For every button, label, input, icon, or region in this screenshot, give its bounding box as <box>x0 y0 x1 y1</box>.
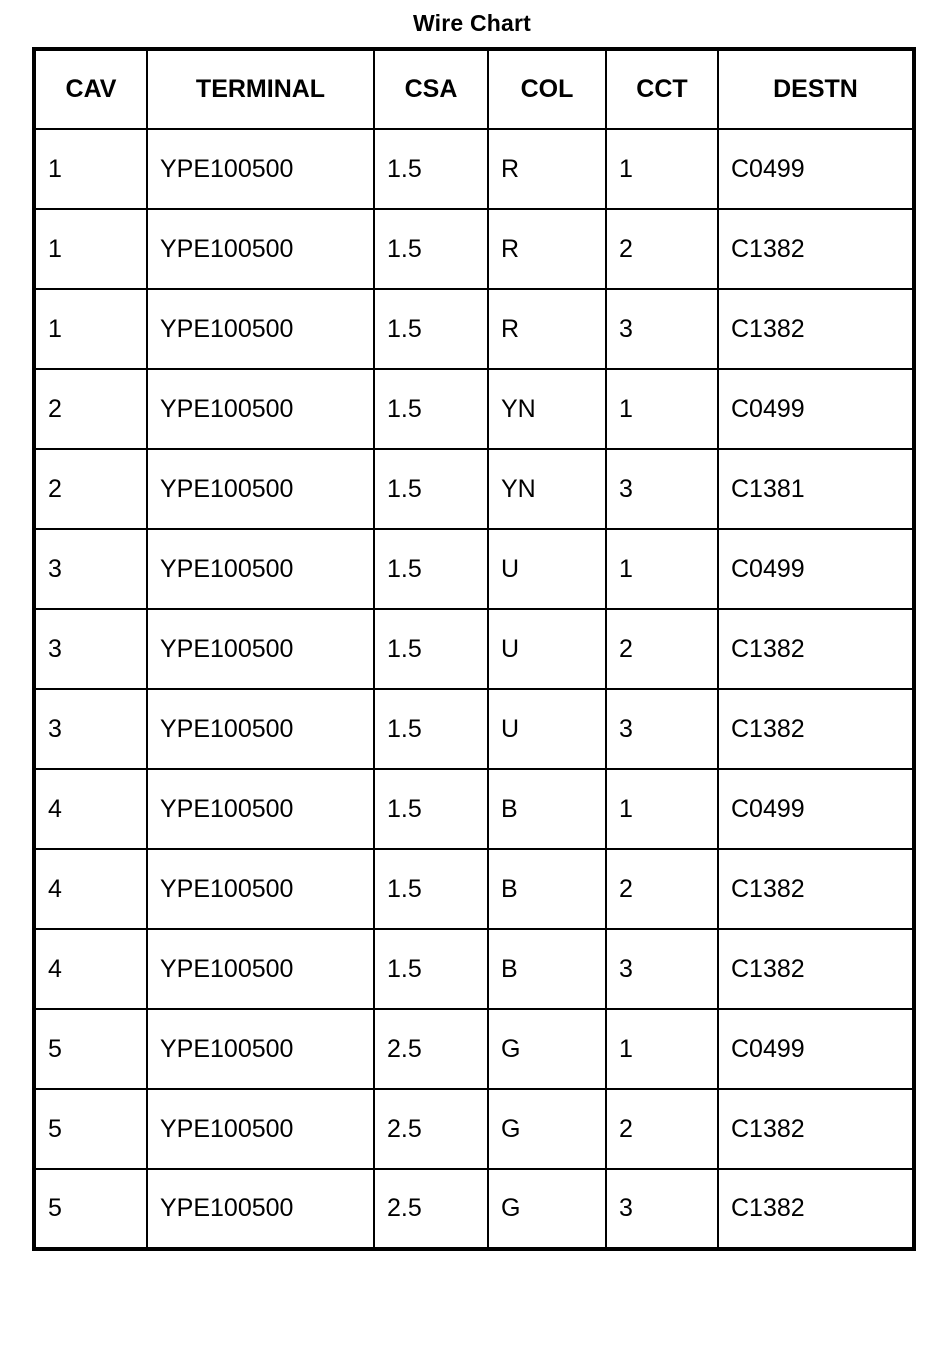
table-cell-cct: 1 <box>606 1009 718 1089</box>
table-row <box>34 929 914 1009</box>
table-cell-cav: 4 <box>34 929 147 1009</box>
table-cell-terminal: YPE100500 <box>147 369 374 449</box>
table-cell-destn: C1382 <box>718 209 914 289</box>
table-row <box>34 1169 914 1249</box>
table-cell-cct: 3 <box>606 1169 718 1249</box>
table-cell-col: B <box>488 929 606 1009</box>
column-header-csa: CSA <box>374 49 488 129</box>
table-cell-col: U <box>488 609 606 689</box>
table-cell-csa: 1.5 <box>374 369 488 449</box>
table-cell-col: G <box>488 1009 606 1089</box>
column-header-terminal: TERMINAL <box>147 49 374 129</box>
column-header-cav: CAV <box>34 49 147 129</box>
table-cell-col: R <box>488 289 606 369</box>
table-body <box>34 129 914 1249</box>
table-cell-csa: 1.5 <box>374 929 488 1009</box>
table-cell-cct: 2 <box>606 609 718 689</box>
table-cell-csa: 1.5 <box>374 849 488 929</box>
table-cell-cct: 1 <box>606 529 718 609</box>
table-cell-csa: 1.5 <box>374 769 488 849</box>
table-cell-cav: 5 <box>34 1089 147 1169</box>
table-cell-terminal: YPE100500 <box>147 849 374 929</box>
table-cell-cav: 1 <box>34 289 147 369</box>
table-cell-csa: 2.5 <box>374 1089 488 1169</box>
table-cell-terminal: YPE100500 <box>147 289 374 369</box>
table-cell-col: G <box>488 1169 606 1249</box>
table-cell-col: G <box>488 1089 606 1169</box>
table-cell-col: B <box>488 849 606 929</box>
table-cell-destn: C0499 <box>718 529 914 609</box>
table-row <box>34 129 914 209</box>
table-header-row <box>34 49 914 129</box>
table-cell-terminal: YPE100500 <box>147 1169 374 1249</box>
table-row <box>34 769 914 849</box>
table-cell-destn: C1382 <box>718 609 914 689</box>
table-cell-destn: C1382 <box>718 1169 914 1249</box>
table-cell-cct: 2 <box>606 209 718 289</box>
table-row <box>34 1089 914 1169</box>
table-cell-csa: 1.5 <box>374 609 488 689</box>
table-cell-terminal: YPE100500 <box>147 929 374 1009</box>
table-cell-cct: 3 <box>606 449 718 529</box>
column-header-destn: DESTN <box>718 49 914 129</box>
table-cell-cav: 4 <box>34 849 147 929</box>
table-header <box>34 49 914 129</box>
table-row <box>34 289 914 369</box>
table-cell-destn: C0499 <box>718 1009 914 1089</box>
table-cell-cct: 1 <box>606 129 718 209</box>
table-cell-cav: 5 <box>34 1009 147 1089</box>
table-cell-terminal: YPE100500 <box>147 769 374 849</box>
table-cell-col: R <box>488 129 606 209</box>
table-cell-csa: 1.5 <box>374 289 488 369</box>
table-cell-col: U <box>488 529 606 609</box>
wire-chart-table-container <box>0 47 944 1251</box>
table-cell-terminal: YPE100500 <box>147 609 374 689</box>
table-row <box>34 609 914 689</box>
table-cell-cct: 1 <box>606 769 718 849</box>
table-cell-destn: C1382 <box>718 929 914 1009</box>
table-cell-cav: 3 <box>34 689 147 769</box>
table-row <box>34 529 914 609</box>
table-cell-cct: 3 <box>606 289 718 369</box>
table-cell-terminal: YPE100500 <box>147 689 374 769</box>
table-cell-cct: 3 <box>606 929 718 1009</box>
table-cell-cav: 3 <box>34 529 147 609</box>
table-cell-destn: C1382 <box>718 689 914 769</box>
table-cell-cav: 1 <box>34 209 147 289</box>
table-row <box>34 689 914 769</box>
table-cell-csa: 1.5 <box>374 529 488 609</box>
table-cell-csa: 2.5 <box>374 1169 488 1249</box>
table-cell-cav: 4 <box>34 769 147 849</box>
table-row <box>34 1009 914 1089</box>
table-cell-terminal: YPE100500 <box>147 1009 374 1089</box>
table-cell-terminal: YPE100500 <box>147 529 374 609</box>
table-cell-csa: 1.5 <box>374 209 488 289</box>
table-cell-cav: 3 <box>34 609 147 689</box>
table-cell-csa: 2.5 <box>374 1009 488 1089</box>
table-cell-terminal: YPE100500 <box>147 1089 374 1169</box>
table-cell-cct: 1 <box>606 369 718 449</box>
table-cell-destn: C1382 <box>718 849 914 929</box>
table-cell-cav: 1 <box>34 129 147 209</box>
table-cell-col: B <box>488 769 606 849</box>
table-cell-cct: 2 <box>606 1089 718 1169</box>
table-cell-destn: C1382 <box>718 1089 914 1169</box>
table-cell-cav: 5 <box>34 1169 147 1249</box>
table-cell-cav: 2 <box>34 369 147 449</box>
table-row <box>34 849 914 929</box>
table-row <box>34 369 914 449</box>
column-header-cct: CCT <box>606 49 718 129</box>
table-cell-destn: C1382 <box>718 289 914 369</box>
table-cell-destn: C1381 <box>718 449 914 529</box>
table-cell-col: YN <box>488 369 606 449</box>
table-row <box>34 209 914 289</box>
table-cell-destn: C0499 <box>718 369 914 449</box>
table-cell-col: YN <box>488 449 606 529</box>
column-header-col: COL <box>488 49 606 129</box>
table-cell-cct: 2 <box>606 849 718 929</box>
table-cell-destn: C0499 <box>718 769 914 849</box>
table-cell-csa: 1.5 <box>374 689 488 769</box>
table-row <box>34 449 914 529</box>
wire-chart-table <box>32 47 916 1251</box>
table-cell-cav: 2 <box>34 449 147 529</box>
table-cell-terminal: YPE100500 <box>147 209 374 289</box>
table-cell-col: R <box>488 209 606 289</box>
table-cell-destn: C0499 <box>718 129 914 209</box>
table-cell-col: U <box>488 689 606 769</box>
table-cell-csa: 1.5 <box>374 449 488 529</box>
table-cell-cct: 3 <box>606 689 718 769</box>
table-cell-terminal: YPE100500 <box>147 449 374 529</box>
table-cell-csa: 1.5 <box>374 129 488 209</box>
page-title: Wire Chart <box>412 10 532 36</box>
table-cell-terminal: YPE100500 <box>147 129 374 209</box>
